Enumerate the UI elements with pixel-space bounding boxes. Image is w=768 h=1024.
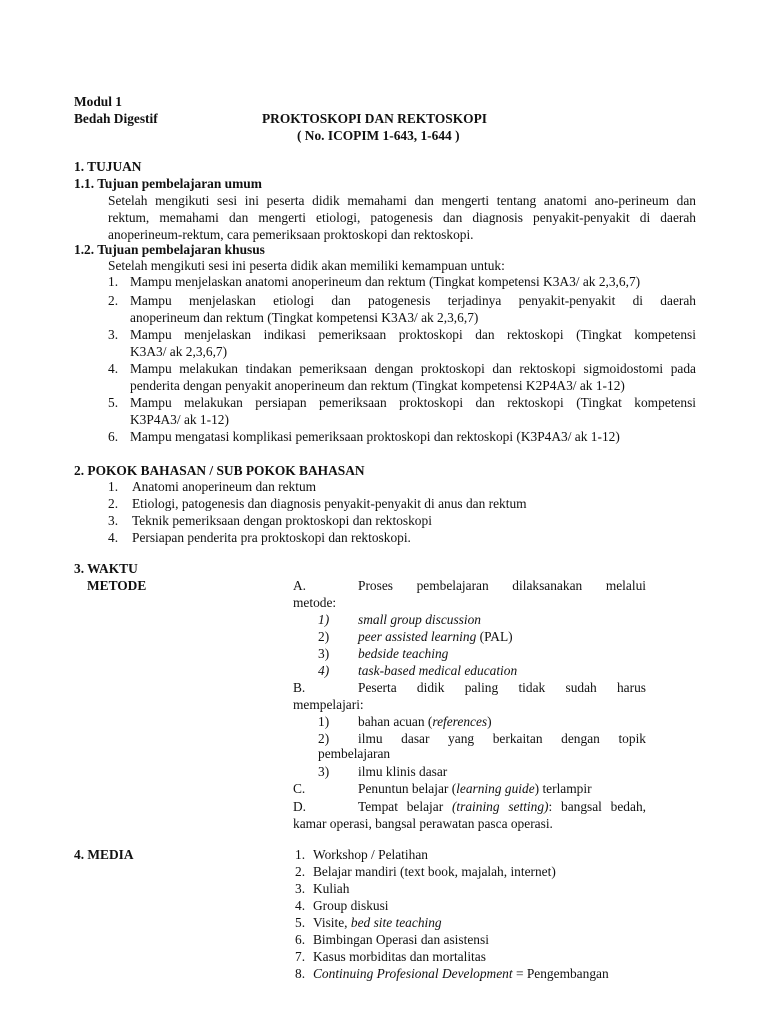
method-a-item-number: 1): [318, 612, 330, 627]
method-a-item: bedside teaching: [358, 646, 449, 661]
goal-text-line: Mampu menjelaskan anatomi anoperineum dan rektum (Tingkat kompetensi K3A3/ ak 2,3,6,7): [130, 274, 641, 289]
media-item-number: 1.: [295, 847, 306, 862]
method-c-letter: C.: [293, 781, 306, 796]
goal-text-line: Mampu melakukan tindakan pemeriksaan dengan proktoskopi dan rektoskopi sigmoidostomi pada: [130, 361, 696, 376]
media-item-number: 8.: [295, 966, 306, 981]
section-3-heading: 3. WAKTU: [74, 561, 138, 576]
document-subtitle: ( No. ICOPIM 1-643, 1-644 ): [297, 128, 460, 143]
method-b-letter: B.: [293, 680, 306, 695]
topic-text: Etiologi, patogenesis dan diagnosis penyakit-penyakit di anus dan rektum: [132, 496, 527, 511]
method-a-item-number: 3): [318, 646, 330, 661]
document-title: PROKTOSKOPI DAN REKTOSKOPI: [262, 111, 487, 126]
topic-text: Teknik pemeriksaan dengan proktoskopi dan rektoskopi: [132, 513, 432, 528]
section-1-heading: 1. TUJUAN: [74, 159, 142, 174]
topic-number: 3.: [108, 513, 119, 528]
method-b-item3: ilmu klinis dasar: [358, 764, 448, 779]
media-list: [293, 846, 673, 986]
topic-number: 1.: [108, 479, 119, 494]
method-a-item: task-based medical education: [358, 663, 518, 678]
section-1-2-heading: 1.2. Tujuan pembelajaran khusus: [74, 242, 265, 257]
topic-number: 4.: [108, 530, 119, 545]
method-b-item2-line2: pembelajaran: [318, 746, 391, 761]
goal-number: 2.: [108, 293, 119, 308]
goal-text-line: penderita dengan penyakit anoperineum dan rektum (Tingkat kompetensi K2P4A3/ ak 1-12): [130, 378, 625, 393]
method-a-line2: metode:: [293, 595, 337, 610]
method-a-item-number: 2): [318, 629, 330, 644]
goal-number: 4.: [108, 361, 119, 376]
method-b-line1: Peserta didik paling tidak sudah harus: [358, 680, 646, 695]
department-label: Bedah Digestif: [74, 111, 158, 126]
method-b-item1-num: 1): [318, 714, 330, 729]
goal-text-line: Mampu mengatasi komplikasi pemeriksaan proktoskopi dan rektoskopi (K3P4A3/ ak 1-12): [130, 429, 620, 444]
goal-number: 3.: [108, 327, 119, 342]
method-d-letter: D.: [293, 799, 307, 814]
topic-text: Anatomi anoperineum dan rektum: [132, 479, 317, 494]
media-item: Bimbingan Operasi dan asistensi: [313, 932, 489, 947]
section-1-1-line: Setelah mengikuti sesi ini peserta didik memahami dan mengerti tentang anatomi ano-perineum dan: [108, 193, 696, 208]
media-item-number: 7.: [295, 949, 306, 964]
media-item-number: 5.: [295, 915, 306, 930]
media-item: Workshop / Pelatihan: [313, 847, 428, 862]
section-2-heading: 2. POKOK BAHASAN / SUB POKOK BAHASAN: [74, 463, 365, 478]
section-1-1-line: rektum, memahami dan mengerti etiologi, patogenesis dan diagnosis penyakit-penyakit di daerah: [108, 210, 696, 225]
method-a-item-number: 4): [318, 663, 330, 678]
method-c-text: Penuntun belajar (learning guide) terlampir: [358, 781, 592, 796]
goal-text-line: anoperineum dan rektum (Tingkat kompetensi K3A3/ ak 2,3,6,7): [130, 310, 479, 325]
media-item: Group diskusi: [313, 898, 389, 913]
media-item: Continuing Profesional Development = Pengembangan: [313, 966, 609, 981]
goal-text-line: K3A3/ ak 2,3,6,7): [130, 344, 228, 359]
media-item-number: 2.: [295, 864, 306, 879]
method-d-line2: kamar operasi, bangsal perawatan pasca operasi.: [293, 816, 553, 831]
method-a-item: small group discussion: [358, 612, 482, 627]
goal-number: 1.: [108, 274, 119, 289]
method-label: METODE: [87, 578, 147, 593]
method-b-item3-num: 3): [318, 764, 330, 779]
media-item: Kasus morbiditas dan mortalitas: [313, 949, 486, 964]
method-a-line1: Proses pembelajaran dilaksanakan melalui: [358, 578, 646, 593]
media-item: Visite, bed site teaching: [313, 915, 442, 930]
method-a-letter: A.: [293, 578, 307, 593]
method-b-item2-num: 2): [318, 731, 330, 746]
specific-goals-list: [108, 273, 696, 448]
goal-number: 5.: [108, 395, 119, 410]
goal-text-line: Mampu melakukan persiapan pemeriksaan proktoskopi dan rektoskopi (Tingkat kompetensi: [130, 395, 696, 410]
topic-text: Persiapan penderita pra proktoskopi dan rektoskopi.: [132, 530, 411, 545]
media-item: Belajar mandiri (text book, majalah, internet): [313, 864, 556, 879]
media-item-number: 4.: [295, 898, 306, 913]
section-4-heading: 4. MEDIA: [74, 847, 134, 862]
media-item-number: 3.: [295, 881, 306, 896]
method-b-line2: mempelajari:: [293, 697, 364, 712]
topic-number: 2.: [108, 496, 119, 511]
goal-text-line: K3P4A3/ ak 1-12): [130, 412, 229, 427]
media-item-number: 6.: [295, 932, 306, 947]
module-label: Modul 1: [74, 94, 122, 109]
goal-text-line: Mampu menjelaskan etiologi dan patogenesis terjadinya penyakit-penyakit di daerah: [130, 293, 696, 308]
section-1-2-intro: Setelah mengikuti sesi ini peserta didik akan memiliki kemampuan untuk:: [108, 258, 505, 273]
method-b-item1: bahan acuan (references): [358, 714, 492, 729]
goal-text-line: Mampu menjelaskan indikasi pemeriksaan proktoskopi dan rektoskopi (Tingkat kompetensi: [130, 327, 696, 342]
method-b-item2-line1: ilmu dasar yang berkaitan dengan topik: [358, 731, 646, 746]
section-1-1-line: anoperineum-rektum, cara pemeriksaan proktoskopi dan rektoskopi.: [108, 227, 474, 242]
topics-list: [108, 478, 696, 548]
goal-number: 6.: [108, 429, 119, 444]
method-a-list: [318, 611, 648, 681]
method-d-line1: Tempat belajar (training setting): bangsal bedah,: [358, 799, 646, 814]
section-1-1-heading: 1.1. Tujuan pembelajaran umum: [74, 176, 262, 191]
method-a-item: peer assisted learning (PAL): [358, 629, 513, 644]
media-item: Kuliah: [313, 881, 350, 896]
